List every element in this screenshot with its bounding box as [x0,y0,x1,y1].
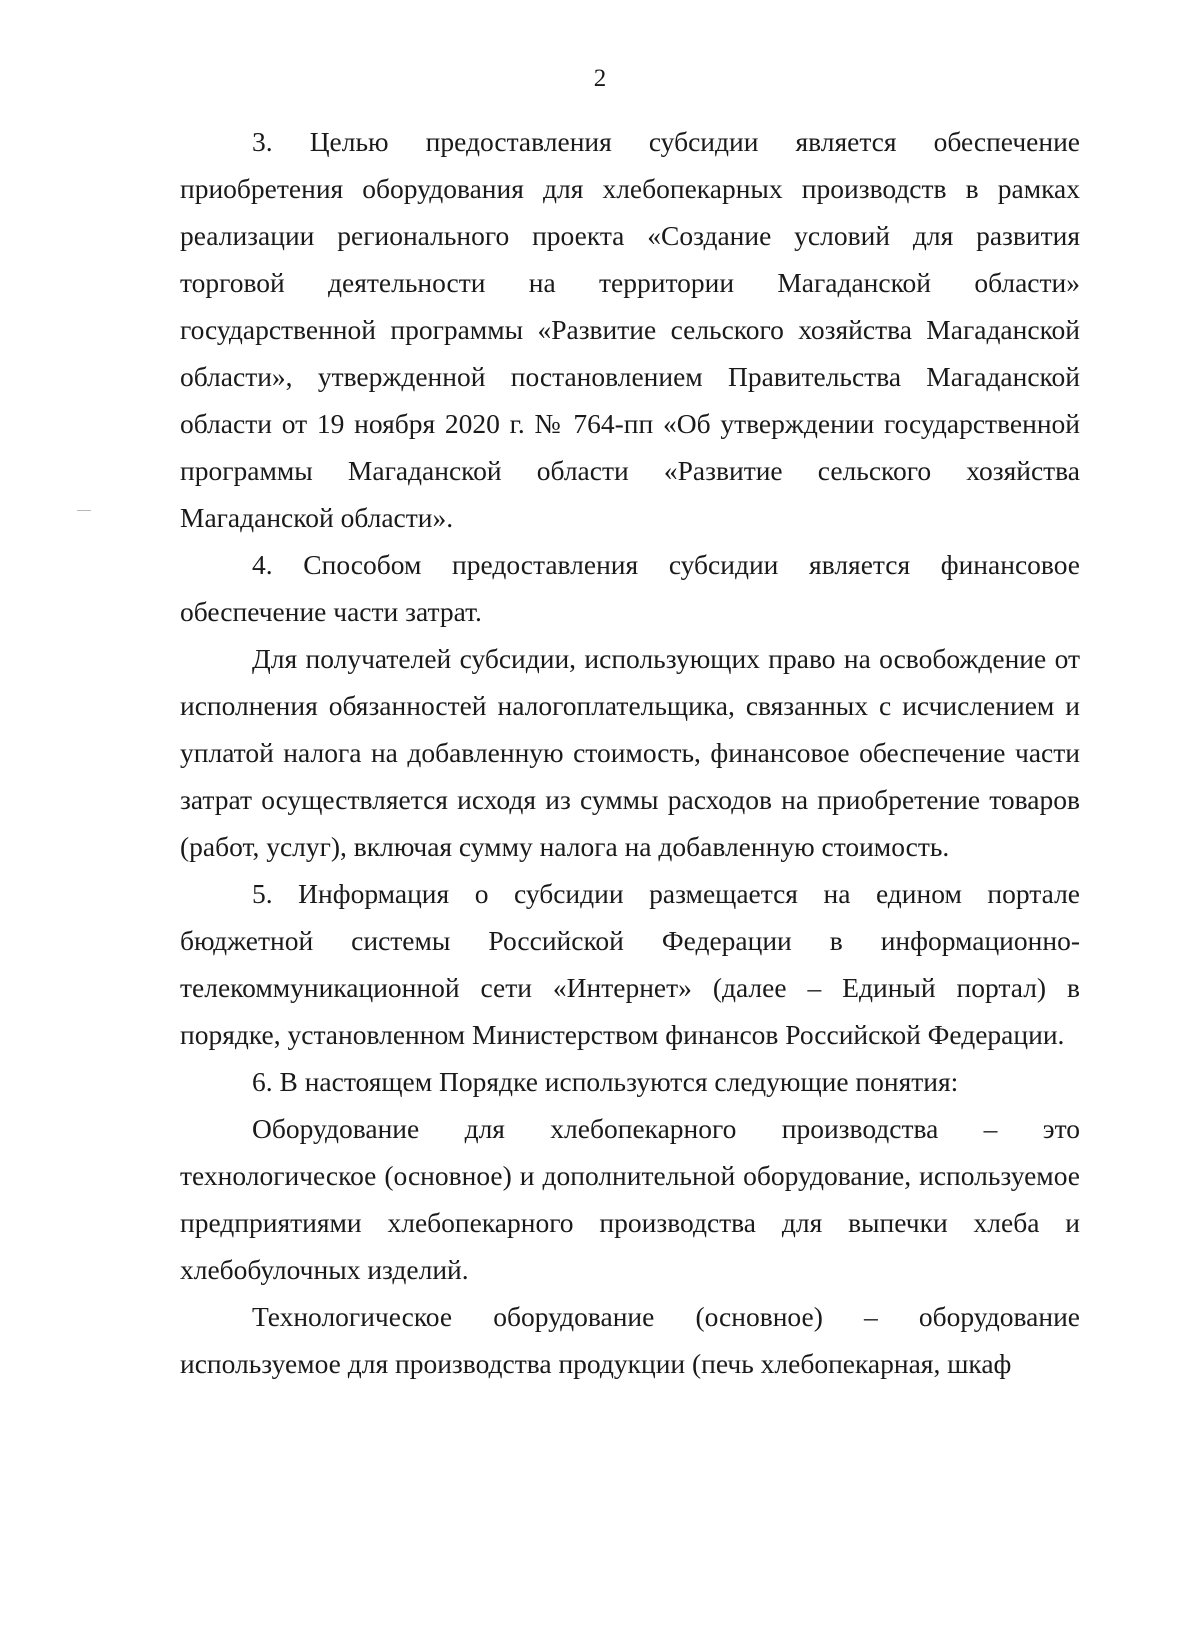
paragraph-4-method: 4. Способом предоставления субсидии является финансовое обеспечение части затрат. [180,549,1080,627]
paragraph-5-information: 5. Информация о субсидии размещается на едином портале бюджетной системы Российской Федерации в информационно-телекоммуникационной сети «Интернет» (далее – Единый портал) в порядке, установленном Министерством финансов Российской Федерации. [180,878,1080,1050]
document-body [180,118,1080,1387]
paragraph-vat-exemption: Для получателей субсидии, использующих право на освобождение от исполнения обязанностей налогоплательщика, связанных с исчислением и уплатой налога на добавленную стоимость, финансовое обеспечение части затрат осуществляется исходя из суммы расходов на приобретение товаров (работ, услуг), включая сумму налога на добавленную стоимость. [180,643,1080,862]
scan-margin-mark [77,510,91,511]
paragraph-6-definitions: 6. В настоящем Порядке используются следующие понятия: [252,1066,959,1097]
page-number: 2 [593,65,607,92]
definition-bakery-equipment: Оборудование для хлебопекарного производства – это технологическое (основное) и дополнительной оборудование, используемое предприятиями хлебопекарного производства для выпечки хлеба и хлебобулочных изделий. [180,1113,1080,1285]
definition-technological-equipment: Технологическое оборудование (основное) – оборудование используемое для производства продукции (печь хлебопекарная, шкаф [180,1301,1080,1379]
paragraph-3-purpose: 3. Целью предоставления субсидии является обеспечение приобретения оборудования для хлебопекарных производств в рамках реализации регионального проекта «Создание условий для развития торговой деятельности на территории Магаданской области» государственной программы «Развитие сельского хозяйства Магаданской области», утвержденной постановлением Правительства Магаданской области от 19 ноября 2020 г. № 764-пп «Об утверждении государственной программы Магаданской области «Развитие сельского хозяйства Магаданской области». [180,126,1080,533]
